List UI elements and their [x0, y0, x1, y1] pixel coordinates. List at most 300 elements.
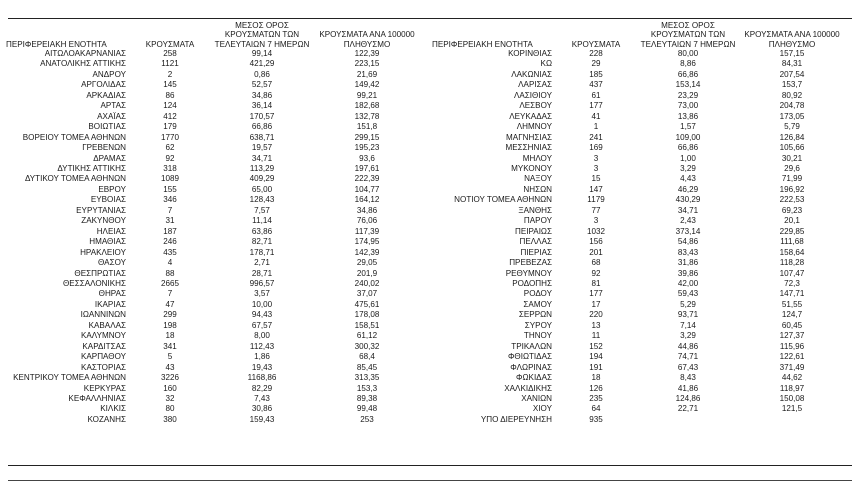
- cell-per100k: 147,71: [779, 289, 805, 299]
- table-row: [428, 415, 846, 425]
- cell-avg7: 34,71: [677, 205, 699, 215]
- cell-per100k: 142,39: [354, 247, 380, 257]
- cell-avg7: 13,86: [677, 111, 699, 121]
- cell-cases: 18: [591, 373, 601, 383]
- cell-region: ΠΡΕΒΕΖΑΣ: [509, 258, 552, 268]
- cell-region: ΛΕΥΚΑΔΑΣ: [509, 111, 552, 121]
- cell-per100k: 126,84: [779, 132, 805, 142]
- cell-region: ΚΟΡΙΝΘΙΑΣ: [508, 49, 552, 58]
- table-row: [2, 384, 422, 394]
- cell-cases: 64: [591, 404, 601, 414]
- cell-avg7: 52,57: [251, 80, 273, 90]
- table-row: [2, 342, 422, 352]
- cell-avg7: 93,71: [677, 310, 699, 320]
- cell-per100k: 89,38: [356, 393, 378, 403]
- cell-cases: 124: [163, 101, 177, 111]
- cell-region: ΜΥΚΟΝΟΥ: [511, 163, 552, 173]
- cell-cases: 152: [589, 341, 603, 351]
- cell-region: ΚΕΡΚΥΡΑΣ: [83, 383, 126, 393]
- cell-cases: 4: [167, 258, 173, 268]
- table-row: [428, 310, 846, 320]
- cell-avg7: 1168,86: [247, 373, 277, 383]
- cell-region: ΑΙΤΩΛΟΑΚΑΡΝΑΝΙΑΣ: [44, 49, 126, 58]
- left-table: [2, 20, 422, 425]
- cell-avg7: 63,86: [251, 226, 273, 236]
- cell-cases: 380: [163, 414, 177, 424]
- cell-avg7: 112,43: [249, 341, 275, 351]
- table-row: [2, 59, 422, 69]
- cell-avg7: 65,00: [251, 184, 273, 194]
- cell-per100k: 222,53: [779, 195, 805, 205]
- cell-cases: 1121: [161, 59, 179, 69]
- cell-region: ΝΟΤΙΟΥ ΤΟΜΕΑ ΑΘΗΝΩΝ: [454, 195, 552, 205]
- cell-cases: 13: [591, 320, 601, 330]
- table-row: [2, 133, 422, 143]
- cell-cases: 194: [589, 352, 603, 362]
- cell-avg7: 409,29: [249, 174, 275, 184]
- cell-per100k: 71,99: [781, 174, 803, 184]
- cell-per100k: 104,77: [354, 184, 380, 194]
- cell-avg7: 113,29: [249, 163, 275, 173]
- cell-per100k: 300,32: [354, 341, 380, 351]
- cell-cases: 18: [165, 331, 175, 341]
- cell-cases: 177: [589, 101, 603, 111]
- cell-cases: 29: [591, 59, 601, 69]
- cell-per100k: 207,54: [779, 69, 805, 79]
- cell-cases: 341: [163, 341, 177, 351]
- cell-per100k: 99,21: [356, 90, 378, 100]
- cell-cases: 201: [589, 247, 603, 257]
- cell-per100k: 223,15: [354, 59, 380, 69]
- cell-avg7: 34,86: [251, 90, 273, 100]
- cell-cases: 1089: [160, 174, 179, 184]
- cell-per100k: 29,6: [784, 163, 800, 173]
- cell-region: ΖΑΚΥΝΘΟΥ: [81, 216, 126, 226]
- right-header-row: [428, 20, 846, 49]
- cell-avg7: 5,29: [680, 299, 696, 309]
- table-row: [2, 143, 422, 153]
- cell-region: ΛΗΜΝΟΥ: [516, 122, 552, 132]
- table-row: [428, 91, 846, 101]
- table-row: [2, 206, 422, 216]
- cell-per100k: 122,61: [779, 352, 805, 362]
- table-row: [2, 49, 422, 59]
- table-row: [428, 404, 846, 414]
- table-row: [428, 394, 846, 404]
- table-row: [2, 70, 422, 80]
- cell-region: ΧΑΛΚΙΔΙΚΗΣ: [504, 383, 552, 393]
- cell-avg7: 8,43: [680, 373, 696, 383]
- cell-cases: 177: [589, 289, 603, 299]
- cell-per100k: 127,37: [779, 331, 805, 341]
- cell-region: ΛΑΣΙΘΙΟΥ: [513, 90, 552, 100]
- cell-cases: 169: [589, 143, 603, 153]
- cell-per100k: 158,51: [354, 320, 380, 330]
- right-table: [428, 20, 846, 425]
- cell-avg7: 10,00: [251, 299, 273, 309]
- cell-avg7: 59,43: [677, 289, 699, 299]
- cell-avg7: 34,71: [251, 153, 273, 163]
- cell-cases: 68: [591, 258, 601, 268]
- table-row: [428, 300, 846, 310]
- cell-avg7: 54,86: [677, 237, 699, 247]
- cell-region: ΗΡΑΚΛΕΙΟΥ: [80, 247, 126, 257]
- cell-region: ΚΑΡΔΙΤΣΑΣ: [82, 341, 126, 351]
- table-row: [2, 331, 422, 341]
- cell-per100k: 5,79: [784, 122, 800, 132]
- cell-region: ΒΟΡΕΙΟΥ ΤΟΜΕΑ ΑΘΗΝΩΝ: [22, 132, 126, 142]
- cell-cases: 228: [589, 49, 603, 58]
- cell-per100k: 158,64: [779, 247, 805, 257]
- cell-cases: 437: [589, 80, 603, 90]
- cell-avg7: 7,43: [254, 393, 270, 403]
- cell-region: ΝΑΞΟΥ: [524, 174, 552, 184]
- cell-region: ΗΛΕΙΑΣ: [96, 226, 126, 236]
- cell-region: ΕΥΡΥΤΑΝΙΑΣ: [76, 205, 126, 215]
- cell-region: ΘΕΣΠΡΩΤΙΑΣ: [74, 268, 126, 278]
- cell-cases: 81: [591, 278, 601, 288]
- table-row: [428, 342, 846, 352]
- cell-avg7: 1,57: [680, 122, 696, 132]
- cell-region: ΠΙΕΡΙΑΣ: [520, 247, 552, 257]
- cell-avg7: 30,86: [251, 404, 273, 414]
- table-row: [428, 352, 846, 362]
- cell-region: ΑΝΑΤΟΛΙΚΗΣ ΑΤΤΙΚΗΣ: [40, 59, 126, 69]
- cell-avg7: 66,86: [251, 122, 273, 132]
- cell-region: ΠΕΙΡΑΙΩΣ: [515, 226, 552, 236]
- cell-per100k: 107,47: [779, 268, 805, 278]
- cell-region: ΕΒΡΟΥ: [98, 184, 126, 194]
- cell-per100k: 196,92: [779, 184, 805, 194]
- cell-per100k: 37,07: [356, 289, 378, 299]
- cell-per100k: 299,15: [354, 132, 380, 142]
- cell-region: ΛΑΡΙΣΑΣ: [518, 80, 552, 90]
- cell-per100k: 111,68: [780, 237, 804, 247]
- cell-avg7: 1,86: [254, 352, 270, 362]
- cell-per100k: 69,23: [781, 205, 803, 215]
- table-row: [428, 331, 846, 341]
- cell-avg7: 153,14: [675, 80, 701, 90]
- cell-avg7: 22,71: [677, 404, 699, 414]
- cell-region: ΦΘΙΩΤΙΔΑΣ: [507, 352, 552, 362]
- table-row: [2, 174, 422, 184]
- cell-cases: 1032: [586, 226, 605, 236]
- cell-per100k: 151,8: [356, 122, 378, 132]
- cell-region: ΕΥΒΟΙΑΣ: [90, 195, 126, 205]
- cell-region: ΚΑΡΠΑΘΟΥ: [81, 352, 126, 362]
- cell-per100k: 118,97: [779, 383, 805, 393]
- header-per100k: ΚΡΟΥΣΜΑΤΑ ΑΝΑ 100000 ΠΛΗΘΥΣΜΟ: [319, 30, 415, 49]
- cell-per100k: 34,86: [356, 205, 378, 215]
- cell-avg7: 2,71: [254, 258, 270, 268]
- cell-region: ΑΡΓΟΛΙΔΑΣ: [81, 80, 126, 90]
- cell-cases: 92: [591, 268, 601, 278]
- table-row: [2, 310, 422, 320]
- cell-per100k: 117,39: [354, 226, 380, 236]
- cell-avg7: 3,29: [680, 331, 696, 341]
- cell-per100k: 157,15: [779, 49, 805, 58]
- top-rule: [8, 18, 852, 19]
- header-cases: ΚΡΟΥΣΜΑΤΑ: [145, 39, 195, 49]
- table-row: [428, 112, 846, 122]
- cell-cases: 179: [163, 122, 177, 132]
- cell-per100k: 132,78: [354, 111, 380, 121]
- cell-per100k: 229,85: [779, 226, 805, 236]
- cell-cases: 61: [591, 90, 601, 100]
- cell-cases: 145: [163, 80, 177, 90]
- cell-avg7: 373,14: [675, 226, 701, 236]
- cell-region: ΚΑΛΥΜΝΟΥ: [80, 331, 126, 341]
- cell-per100k: 174,95: [354, 237, 380, 247]
- cell-cases: 32: [165, 393, 175, 403]
- cell-cases: 11: [591, 331, 601, 341]
- cell-region: ΦΛΩΡΙΝΑΣ: [510, 362, 552, 372]
- cell-per100k: 173,05: [779, 111, 805, 121]
- cell-avg7: [638, 415, 738, 425]
- footer-rule: [8, 480, 852, 481]
- table-row: [2, 185, 422, 195]
- cell-region: ΑΡΚΑΔΙΑΣ: [86, 90, 126, 100]
- cell-per100k: 253: [360, 414, 374, 424]
- cell-per100k: 85,45: [356, 362, 378, 372]
- cell-region: ΧΑΝΙΩΝ: [521, 393, 552, 403]
- header-region: ΠΕΡΙΦΕΡΕΙΑΚΗ ΕΝΟΤΗΤΑ: [6, 39, 107, 49]
- table-row: [428, 195, 846, 205]
- cell-avg7: 94,43: [251, 310, 273, 320]
- cell-avg7: 66,86: [677, 69, 699, 79]
- left-header-row: [2, 20, 422, 49]
- cell-per100k: 121,5: [781, 404, 803, 414]
- cell-per100k: 122,39: [354, 49, 380, 58]
- cell-cases: 412: [163, 111, 177, 121]
- cell-avg7: 31,86: [677, 258, 699, 268]
- cell-cases: 43: [165, 362, 175, 372]
- table-row: [2, 300, 422, 310]
- cell-region: ΘΗΡΑΣ: [98, 289, 126, 299]
- cell-per100k: 371,49: [779, 362, 805, 372]
- table-row: [428, 227, 846, 237]
- cell-per100k: 20,1: [784, 216, 800, 226]
- cell-cases: 435: [163, 247, 177, 257]
- table-row: [2, 122, 422, 132]
- cell-avg7: 8,86: [680, 59, 696, 69]
- cell-avg7: 3,57: [254, 289, 270, 299]
- cell-per100k: 222,39: [354, 174, 380, 184]
- cell-avg7: 1,00: [680, 153, 696, 163]
- cell-per100k: 80,92: [781, 90, 803, 100]
- cell-region: ΡΕΘΥΜΝΟΥ: [505, 268, 552, 278]
- cell-cases: 155: [163, 184, 177, 194]
- cell-avg7: 124,86: [675, 393, 701, 403]
- cell-per100k: 182,68: [354, 101, 380, 111]
- cell-avg7: 36,14: [251, 101, 273, 111]
- cell-per100k: 68,4: [359, 352, 375, 362]
- cell-cases: 241: [589, 132, 603, 142]
- cell-cases: 258: [163, 49, 177, 58]
- cell-region: ΙΩΑΝΝΙΝΩΝ: [80, 310, 126, 320]
- cell-cases: 147: [589, 184, 603, 194]
- table-row: [428, 248, 846, 258]
- cell-region: ΣΥΡΟΥ: [524, 320, 552, 330]
- cell-per100k: 105,66: [779, 143, 805, 153]
- cell-avg7: 128,43: [249, 195, 275, 205]
- cell-per100k: 124,7: [781, 310, 803, 320]
- cell-avg7: 82,29: [251, 383, 273, 393]
- cell-per100k: 164,12: [354, 195, 380, 205]
- cell-avg7: 82,71: [251, 237, 273, 247]
- table-row: [428, 321, 846, 331]
- cell-region: ΚΕΦΑΛΛΗΝΙΑΣ: [68, 393, 126, 403]
- cell-cases: 185: [589, 69, 603, 79]
- table-row: [428, 206, 846, 216]
- cell-region: ΑΡΤΑΣ: [100, 101, 126, 111]
- cell-avg7: 178,71: [249, 247, 275, 257]
- table-row: [428, 237, 846, 247]
- cell-cases: 62: [165, 143, 175, 153]
- table-row: [2, 195, 422, 205]
- cell-cases: 187: [163, 226, 177, 236]
- cell-avg7: 39,86: [677, 268, 699, 278]
- cell-per100k: 197,61: [354, 163, 380, 173]
- cell-region: ΓΡΕΒΕΝΩΝ: [82, 143, 126, 153]
- cell-region: ΑΝΔΡΟΥ: [92, 69, 126, 79]
- table-row: [2, 80, 422, 90]
- cell-region: ΔΥΤΙΚΟΥ ΤΟΜΕΑ ΑΘΗΝΩΝ: [24, 174, 126, 184]
- cell-per100k: 149,42: [354, 80, 380, 90]
- cell-cases: 2665: [160, 278, 179, 288]
- cell-region: ΜΑΓΝΗΣΙΑΣ: [506, 132, 552, 142]
- cell-per100k: 115,96: [779, 341, 805, 351]
- cell-cases: 88: [165, 268, 175, 278]
- cell-avg7: 19,43: [251, 362, 273, 372]
- cell-region: ΛΕΣΒΟΥ: [519, 101, 552, 111]
- cell-avg7: 66,86: [677, 143, 699, 153]
- header-region: ΠΕΡΙΦΕΡΕΙΑΚΗ ΕΝΟΤΗΤΑ: [432, 39, 533, 49]
- cell-region: ΡΟΔΟΥ: [523, 289, 552, 299]
- cell-cases: 1: [593, 122, 599, 132]
- cell-per100k: 201,9: [356, 268, 378, 278]
- cell-per100k: 204,78: [779, 101, 805, 111]
- cell-region: ΝΗΣΩΝ: [523, 184, 552, 194]
- cell-avg7: 46,29: [677, 184, 699, 194]
- table-row: [2, 258, 422, 268]
- cell-avg7: 109,00: [675, 132, 701, 142]
- cell-per100k: 153,3: [356, 383, 378, 393]
- cell-per100k: 99,48: [356, 404, 378, 414]
- cell-cases: 346: [163, 195, 177, 205]
- cell-avg7: 3,29: [680, 163, 696, 173]
- cell-region: ΘΑΣΟΥ: [98, 258, 126, 268]
- cell-cases: 235: [589, 393, 603, 403]
- table-row: [2, 289, 422, 299]
- cell-avg7: 41,86: [677, 383, 699, 393]
- table-row: [428, 101, 846, 111]
- cell-avg7: 42,00: [677, 278, 699, 288]
- cell-cases: 80: [165, 404, 175, 414]
- table-row: [428, 49, 846, 59]
- cell-region: ΠΕΛΛΑΣ: [519, 237, 552, 247]
- table-row: [2, 415, 422, 425]
- table-row: [428, 373, 846, 383]
- cell-per100k: 195,23: [354, 143, 380, 153]
- cell-cases: 3: [593, 153, 599, 163]
- cell-avg7: 83,43: [677, 247, 699, 257]
- table-row: [428, 363, 846, 373]
- table-row: [428, 164, 846, 174]
- cell-per100k: [738, 415, 846, 425]
- cell-per100k: 313,35: [354, 373, 380, 383]
- table-row: [2, 91, 422, 101]
- cell-avg7: 80,00: [677, 49, 699, 58]
- cell-cases: 156: [589, 237, 603, 247]
- cell-per100k: 44,62: [781, 373, 803, 383]
- cell-avg7: 2,43: [680, 216, 696, 226]
- table-row: [428, 185, 846, 195]
- cell-region: ΚΟΖΑΝΗΣ: [87, 414, 126, 424]
- cell-avg7: 421,29: [249, 59, 275, 69]
- table-row: [428, 143, 846, 153]
- cell-per100k: 29,05: [356, 258, 378, 268]
- cell-cases: 220: [589, 310, 603, 320]
- cell-cases: 191: [589, 362, 603, 372]
- table-row: [2, 112, 422, 122]
- table-row: [2, 227, 422, 237]
- cell-region: ΣΑΜΟΥ: [523, 299, 552, 309]
- cell-region: ΣΕΡΡΩΝ: [518, 310, 552, 320]
- cell-cases: 7: [167, 205, 173, 215]
- cell-avg7: 159,43: [249, 414, 275, 424]
- cell-per100k: 76,06: [356, 216, 378, 226]
- cell-per100k: 61,12: [356, 331, 378, 341]
- cell-avg7: 4,43: [680, 174, 696, 184]
- table-row: [428, 59, 846, 69]
- cell-per100k: 240,02: [354, 278, 380, 288]
- header-cases: ΚΡΟΥΣΜΑΤΑ: [571, 39, 621, 49]
- cell-avg7: 8,00: [254, 331, 270, 341]
- cell-region: ΚΑΒΑΛΑΣ: [88, 320, 126, 330]
- table-row: [2, 154, 422, 164]
- cell-cases: 92: [165, 153, 175, 163]
- table-row: [2, 394, 422, 404]
- cell-avg7: 67,43: [677, 362, 699, 372]
- cell-region: ΜΗΛΟΥ: [522, 153, 552, 163]
- cell-avg7: 170,57: [249, 111, 275, 121]
- cell-region: ΤΡΙΚΑΛΩΝ: [511, 341, 552, 351]
- cell-avg7: 73,00: [677, 101, 699, 111]
- table-row: [428, 122, 846, 132]
- cell-cases: 5: [167, 352, 173, 362]
- table-row: [2, 101, 422, 111]
- cell-per100k: 118,28: [779, 258, 805, 268]
- header-per100k: ΚΡΟΥΣΜΑΤΑ ΑΝΑ 100000 ΠΛΗΘΥΣΜΟ: [744, 30, 840, 49]
- table-row: [2, 373, 422, 383]
- cell-cases: 246: [163, 237, 177, 247]
- cell-region: ΧΙΟΥ: [532, 404, 552, 414]
- cell-region: ΗΜΑΘΙΑΣ: [89, 237, 126, 247]
- table-row: [2, 404, 422, 414]
- table-row: [428, 154, 846, 164]
- cell-avg7: 99,14: [251, 49, 273, 58]
- table-row: [2, 269, 422, 279]
- cell-cases: 41: [591, 111, 601, 121]
- cell-cases: 318: [163, 163, 177, 173]
- cell-per100k: 51,55: [781, 299, 803, 309]
- cell-per100k: 60,45: [781, 320, 803, 330]
- cell-avg7: 430,29: [675, 195, 701, 205]
- cell-cases: 17: [591, 299, 601, 309]
- table-row: [2, 237, 422, 247]
- left-table-body: [2, 49, 422, 425]
